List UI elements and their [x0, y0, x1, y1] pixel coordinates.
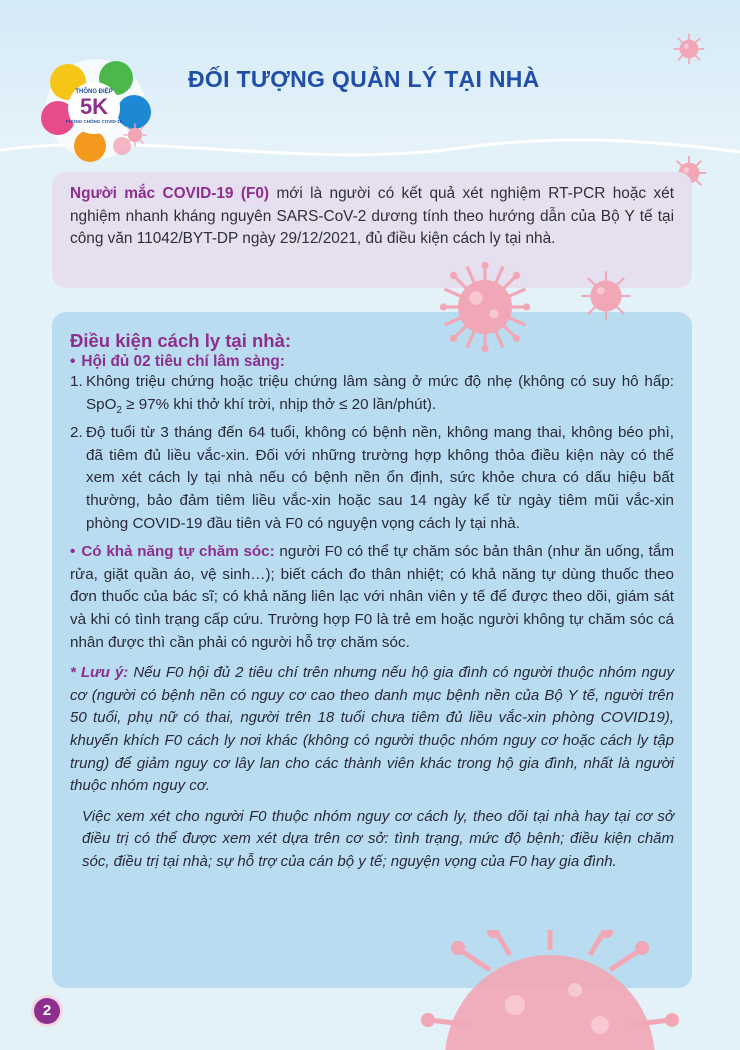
note-paragraph-1	[70, 662, 674, 798]
logo-5k: 5K	[79, 94, 109, 119]
large-virus-icon	[400, 930, 700, 1050]
criteria-heading	[70, 353, 674, 371]
item-number: 2.	[70, 424, 83, 442]
criterion-item-1	[70, 371, 674, 422]
virus-icon	[672, 32, 706, 66]
note-label: * Lưu ý:	[70, 664, 129, 682]
logo-subtitle: PHÒNG CHỐNG COVID-19	[65, 119, 123, 124]
intro-paragraph	[70, 183, 674, 251]
self-care-text: người F0 có thể tự chăm sóc bản thân (như ăn uống, tắm rửa, giặt quần áo, vệ sinh…); biết cách đo thân nhiệt; có khả năng tự dùng thuốc theo đơn thuốc của bác sĩ; có khả năng liên lạc với nhân viên y tế để được theo dõi, giám sát và khi có tình trạng cấp cứu. Trường hợp F0 là trẻ em hoặc người không tự chăm sóc cá nhân được thì cần phải có người hỗ trợ chăm sóc.	[70, 543, 674, 651]
virus-icon	[122, 122, 148, 148]
item-number: 1.	[70, 373, 83, 390]
page-title: ĐỐI TƯỢNG QUẢN LÝ TẠI NHÀ	[188, 66, 540, 92]
self-care-block	[70, 541, 674, 654]
item-text: Độ tuổi từ 3 tháng đến 64 tuổi, không có bệnh nền, không mang thai, không béo phì, đã tiêm đủ liều vắc-xin. Đối với những trường hợp không thỏa điều kiện này có thể xem xét cách ly tại nhà nếu có bệnh nền ổn định, sức khỏe chưa có dấu hiệu bất thường, bảo đảm tiêm liều vắc-xin hoặc sau 14 ngày kể từ ngày tiêm mũi vắc-xin phòng COVID-19 đầu tiên và F0 có nguyện vọng cách ly tại nhà.	[86, 424, 674, 532]
intro-text: mới là người có kết quả xét nghiệm RT-PCR hoặc xét nghiệm nhanh kháng nguyên SARS-CoV-2 dương tính theo hướng dẫn của Bộ Y tế tại công văn 11042/BYT-DP ngày 29/12/2021, đủ điều kiện cách ly tại nhà.	[70, 185, 674, 247]
item1-sub: 2	[116, 404, 122, 416]
conditions-heading: Điều kiện cách ly tại nhà:	[70, 330, 292, 351]
conditions-box	[52, 312, 692, 988]
self-care-heading: Có khả năng tự chăm sóc:	[81, 543, 275, 561]
item-text	[86, 371, 674, 422]
note-paragraph-2: Việc xem xét cho người F0 thuộc nhóm nguy cơ cách ly, theo dõi tại nhà hay tại cơ sở điều trị có thể được xem xét dựa trên cơ sở: tình trạng, mức độ bệnh; điều kiện chăm sóc, điều trị tại nhà; sự hỗ trợ của cán bộ y tế; nguyện vọng của F0 hay gia đình.	[82, 807, 674, 870]
page-number-badge: 2	[34, 998, 60, 1024]
item1-after: ≥ 97% khi thở khí trời, nhịp thở ≤ 20 lần/phút).	[121, 395, 437, 413]
virus-icon	[440, 262, 530, 352]
note-block	[70, 662, 674, 873]
note-text: Nếu F0 hội đủ 2 tiêu chí trên nhưng nếu hộ gia đình có người thuộc nhóm nguy cơ (người có bệnh nền có nguy cơ cao theo danh mục bệnh nền của Bộ Y tế, người trên 50 tuổi, phụ nữ có thai, người trên 18 tuổi chưa tiêm đủ liều vắc-xin phòng COVID19), khuyến khích F0 cách ly nơi khác (không có người thuộc nhóm nguy cơ hoặc cách ly tập trung) để giảm nguy cơ lây lan cho các thành viên khác trong hộ gia đình, nhất là người thuộc nhóm nguy cơ.	[70, 664, 674, 795]
virus-icon	[580, 270, 632, 322]
logo-message: THÔNG ĐIỆP	[75, 89, 113, 95]
criteria-heading-text: Hội đủ 02 tiêu chí lâm sàng:	[81, 353, 285, 370]
item1-before: Không triệu chứng hoặc triệu chứng lâm sàng ở mức độ nhẹ (không có suy hô hấp: SpO	[86, 373, 674, 413]
criterion-item-2	[70, 422, 674, 535]
bullet-icon: •	[70, 543, 76, 561]
self-care-paragraph	[70, 541, 674, 654]
intro-highlight: Người mắc COVID-19 (F0)	[70, 185, 270, 202]
bullet-icon: •	[70, 353, 76, 370]
